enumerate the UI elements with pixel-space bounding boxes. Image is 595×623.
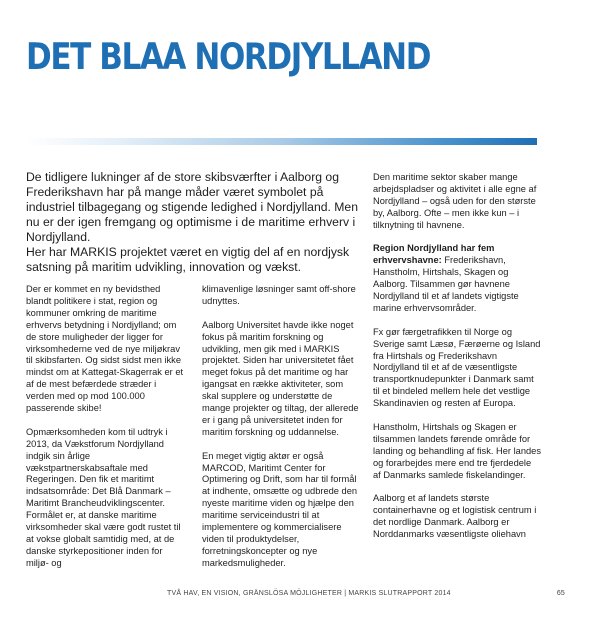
right-paragraph-2-text: Frederikshavn, Hanstholm, Hirtshals, Skagen og Aalborg. Tilsammen gør havnene Nordjylland til et af landets vigtigste marine erhvervsområder. — [373, 255, 519, 313]
left-paragraph-1: Der er kommet en ny bevidsthed blandt politikere i stat, region og kommuner omkring de maritime erhvervs betydning i Nordjylland; om de store muligheder der ligger for virksomhederne ved de nye miljøkrav til skibsfarten. Og sidst sidst men ikke mindst om at Kattegat-Skagerrak er et af de mest befærdede stræder i verden med op mod 100.000 passerende skibe! — [26, 284, 184, 414]
middle-paragraph-1: klimavenlige løsninger samt off-shore udnyttes. — [202, 284, 356, 306]
middle-paragraph-2: Aalborg Universitet havde ikke noget fokus på maritim forskning og udvikling, men gik med i MARKIS projektet. Siden har universitetet fået meget fokus på det maritime og har igangsat en række aktiviteter, som skal supplere og understøtte de mange projekter og tiltag, der allerede er i gang på universitetet inden for maritim forskning og uddannelse. — [202, 319, 359, 437]
intro-paragraph-1: De tidligere lukninger af de store skibsværfter i Aalborg og Frederikshavn har på mange måder været symbolet på industriel tilbagegang og stigende ledighed i Nordjylland. Men nu er der igen fremgang og optimisme i de maritime erhverv i Nordjylland. — [26, 170, 358, 244]
right-lead-heading: Region Nordjylland har fem erhvervshavne: — [373, 243, 495, 266]
footer-text: TVÅ HAV, EN VISION, GRÄNSLÖSA MÖJLIGHETER | MARKIS SLUTRAPPORT 2014 — [167, 590, 451, 597]
right-paragraph-2 — [373, 243, 541, 314]
intro-paragraph-2: Her har MARKIS projektet været en vigtig del af en nordjysk satsning på maritim udvikling, innovation og vækst. — [26, 245, 350, 274]
column-right — [373, 172, 541, 553]
right-paragraph-4: Hanstholm, Hirtshals og Skagen er tilsammen landets førende område for landing og behandling af fisk. Her landes og forarbejdes mere end tre fjerdedele af Danmarks samlede fiskelandinger. — [373, 421, 541, 480]
title-gradient-rule — [26, 138, 537, 145]
right-paragraph-5: Aalborg et af landets største containerhavne og et logistisk centrum i det nordlige Danmark. Aalborg er Norddanmarks væsentligste oliehavn — [373, 493, 537, 540]
page-number: 65 — [556, 590, 565, 597]
column-left — [26, 284, 186, 582]
page-title: DET BLAA NORDJYLLAND — [26, 36, 431, 79]
middle-paragraph-3: En meget vigtig aktør er også MARCOD, Maritimt Center for Optimering og Drift, som har til formål at indhente, omsætte og udbrede den nyeste maritime viden og hjælpe den maritime serviceindustri til at implementere og kommercialisere viden til produktydelser, forretningskoncepter og nye markedsmuligheder. — [202, 450, 358, 568]
page-footer — [0, 590, 595, 602]
right-paragraph-3: Fx gør færgetrafikken til Norge og Sverige samt Læsø, Færøerne og Island fra Hirtshals og Frederikshavn Nordjylland til et af de væsentligste transportknudepunkter i Danmark samt til et bindeled mellem hele det vestlige Skandinavien og resten af Europa. — [373, 326, 541, 409]
left-paragraph-2: Opmærksomheden kom til udtryk i 2013, da Vækstforum Nordjylland indgik sin årlige vækstpartnerskabsaftale med Regeringen. Den fik et maritimt indsatsområde: Det Blå Danmark – Maritimt Brancheudviklingscenter. Formålet er, at danske maritime virksomheder skal være godt rustet til at vokse globalt samtidig med, at de danske styrkepositioner inden for miljø- og — [26, 426, 181, 568]
intro-block — [26, 170, 362, 275]
right-paragraph-1: Den maritime sektor skaber mange arbejdspladser og aktivitet i alle egne af Nordjylland – også uden for den største by, Aalborg. Ofte – men ikke kun – i tilknytning til havnene. — [373, 172, 537, 230]
column-middle — [202, 284, 362, 582]
